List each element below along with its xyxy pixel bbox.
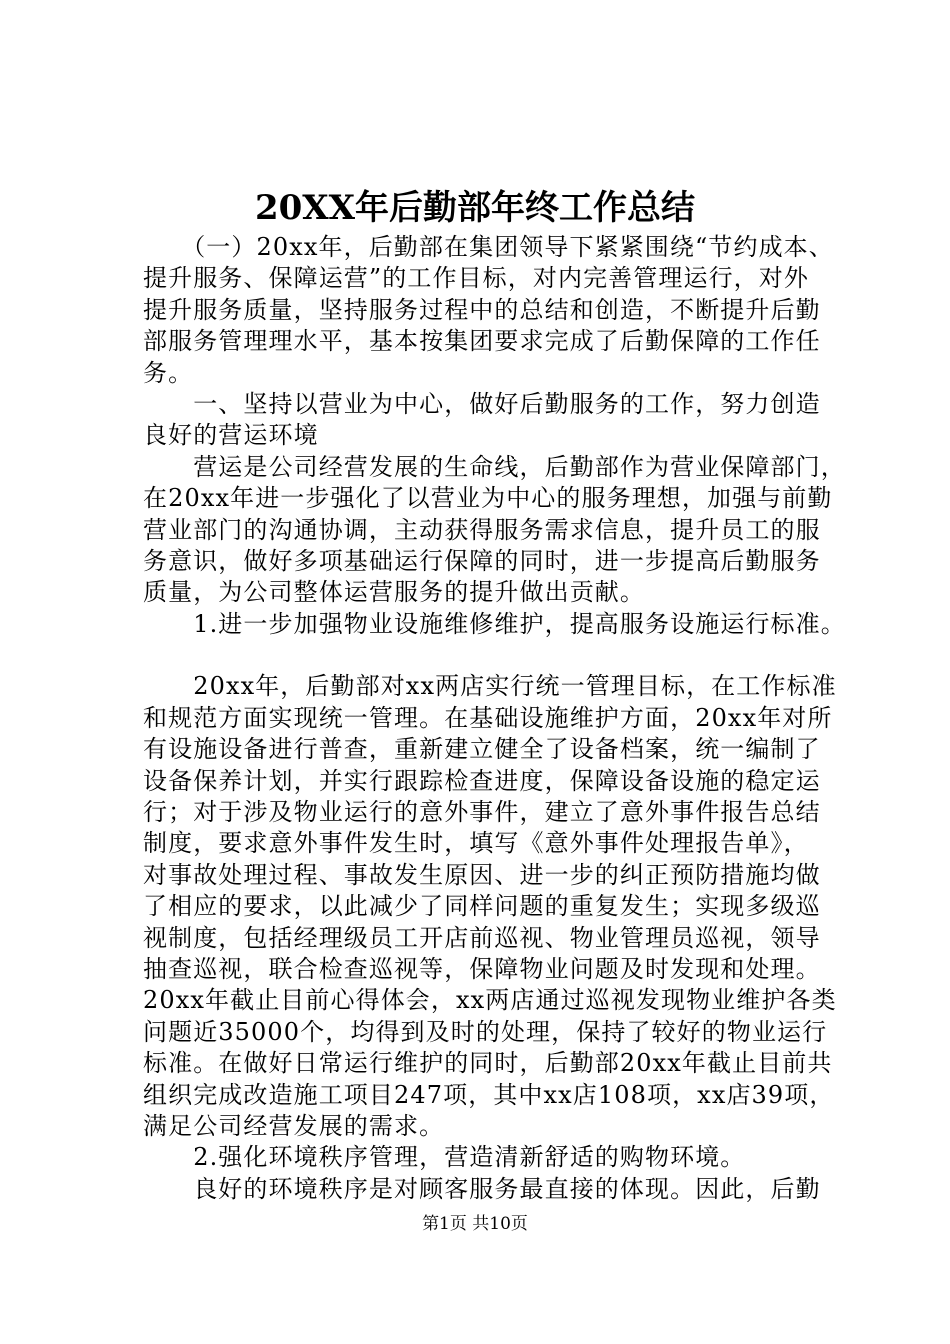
text-line: 了相应的要求，以此减少了同样问题的重复发生；实现多级巡 bbox=[143, 892, 821, 921]
text-line: （一）20xx年，后勤部在集团领导下紧紧围绕“节约成本、 bbox=[143, 233, 834, 261]
text-line: 对事故处理过程、事故发生原因、进一步的纠正预防措施均做 bbox=[143, 860, 821, 889]
text-line: 有设施设备进行普查，重新建立健全了设备档案，统一编制了 bbox=[143, 735, 821, 764]
text-line: 制度，要求意外事件发生时，填写《意外事件处理报告单》， bbox=[143, 829, 809, 858]
section-heading: 良好的营运环境 bbox=[143, 421, 319, 450]
page-title: 20XX年后勤部年终工作总结 bbox=[254, 188, 696, 228]
text-line: 视制度，包括经理级员工开店前巡视、物业管理员巡视，领导 bbox=[143, 923, 821, 952]
text-line: 提升服务、保障运营”的工作目标，对内完善管理运行，对外 bbox=[143, 264, 809, 293]
page-number-footer: 第1页 共10页 bbox=[422, 1214, 528, 1234]
text-line: 营运是公司经营发展的生命线，后勤部作为营业保障部门， bbox=[143, 452, 846, 481]
text-line: 组织完成改造施工项目247项，其中xx店108项，xx店39项， bbox=[143, 1080, 835, 1109]
text-line: 质量，为公司整体运营服务的提升做出贡献。 bbox=[143, 578, 645, 607]
text-line: 部服务管理理水平，基本按集团要求完成了后勤保障的工作任 bbox=[143, 327, 821, 356]
subsection-heading: 2.强化环境秩序管理，营造清新舒适的购物环境。 bbox=[143, 1143, 746, 1172]
text-line: 行；对于涉及物业运行的意外事件，建立了意外事件报告总结 bbox=[143, 798, 821, 827]
text-line: 务意识，做好多项基础运行保障的同时，进一步提高后勤服务 bbox=[143, 546, 821, 575]
subsection-heading: 1.进一步加强物业设施维修维护，提高服务设施运行标准。 bbox=[143, 609, 846, 638]
blank-line bbox=[143, 640, 843, 671]
section-heading: 一、坚持以营业为中心，做好后勤服务的工作，努力创造 bbox=[143, 389, 821, 418]
text-line: 营业部门的沟通协调，主动获得服务需求信息，提升员工的服 bbox=[143, 515, 821, 544]
text-line: 务。 bbox=[143, 358, 194, 387]
text-line: 满足公司经营发展的需求。 bbox=[143, 1111, 445, 1140]
text-line: 20xx年，后勤部对xx两店实行统一管理目标，在工作标准 bbox=[143, 672, 837, 701]
text-line: 提升服务质量，坚持服务过程中的总结和创造，不断提升后勤 bbox=[143, 295, 821, 324]
text-line: 在20xx年进一步强化了以营业为中心的服务理想，加强与前勤 bbox=[143, 484, 833, 513]
text-line: 20xx年截止目前心得体会，xx两店通过巡视发现物业维护各类 bbox=[143, 986, 837, 1015]
document-body bbox=[143, 232, 846, 1205]
text-line: 标准。在做好日常运行维护的同时，后勤部20xx年截止目前共 bbox=[143, 1049, 833, 1078]
text-line: 问题近35000个，均得到及时的处理，保持了较好的物业运行 bbox=[143, 1017, 828, 1046]
text-line: 和规范方面实现统一管理。在基础设施维护方面，20xx年对所 bbox=[143, 703, 833, 732]
text-line: 设备保养计划，并实行跟踪检查进度，保障设备设施的稳定运 bbox=[143, 766, 821, 795]
text-line: 良好的环境秩序是对顾客服务最直接的体现。因此，后勤 bbox=[143, 1174, 821, 1203]
text-line: 抽查巡视，联合检查巡视等，保障物业问题及时发现和处理。 bbox=[143, 954, 821, 983]
